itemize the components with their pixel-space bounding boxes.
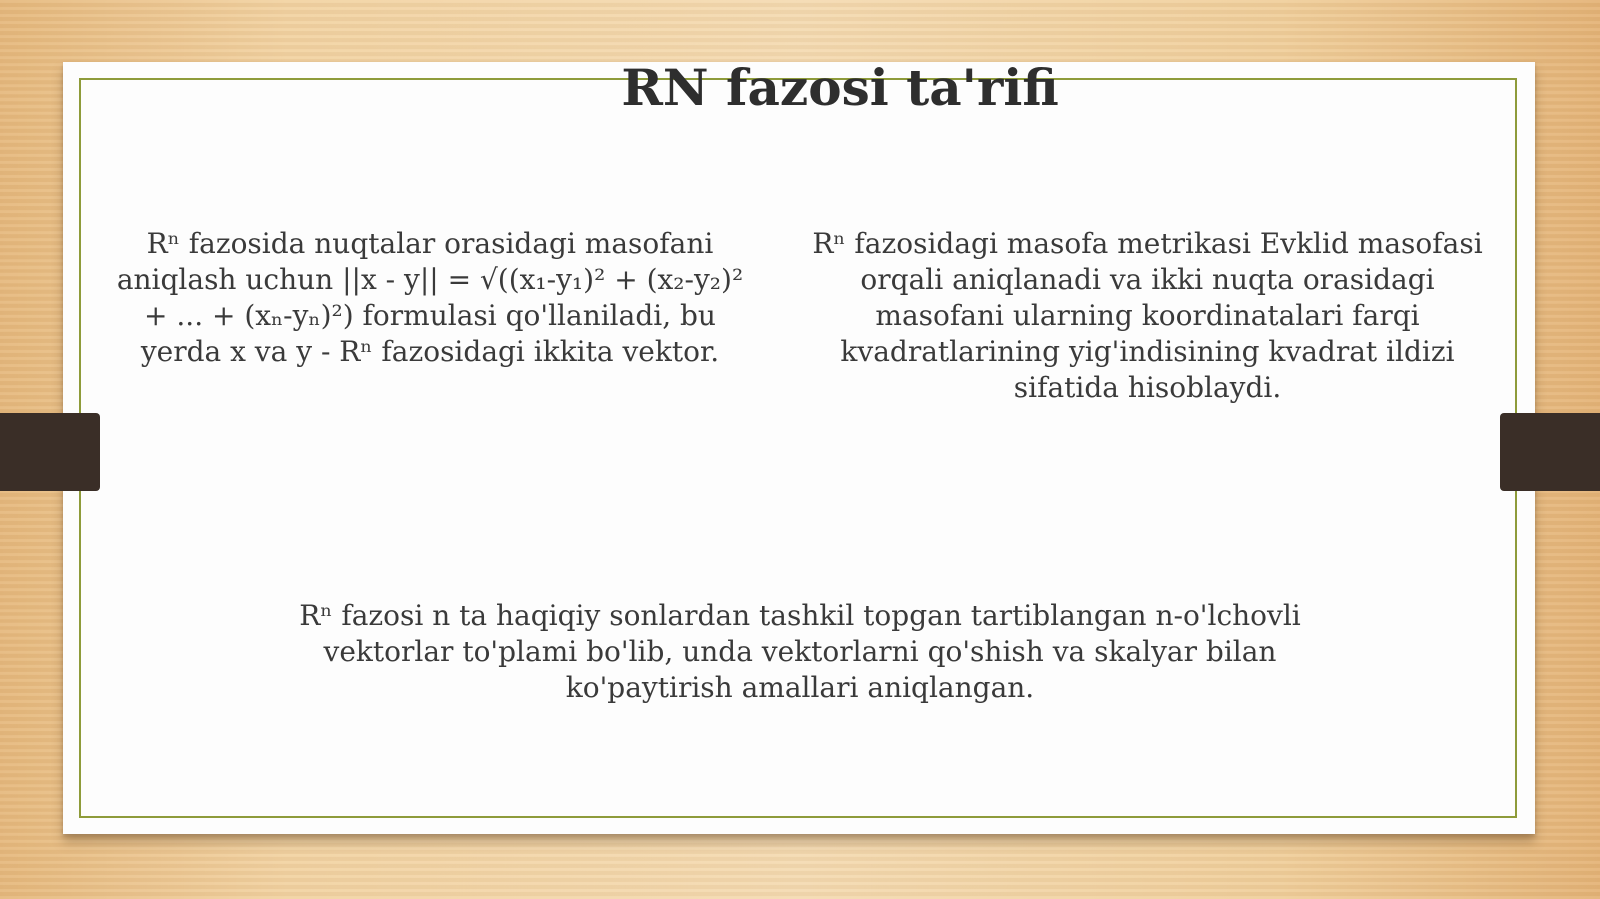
binder-tab-left [0,413,100,491]
binder-tab-right [1500,413,1600,491]
paragraph-rn-definition: Rⁿ fazosi n ta haqiqiy sonlardan tashkil topgan tartiblangan n-o'lchovli vektorlar to'plami bo'lib, unda vektorlarni qo'shish va skalyar bilan ko'paytirish amallari aniqlangan. [299,599,1301,704]
paragraph-euclidean-metric: Rⁿ fazosidagi masofa metrikasi Evklid masofasi orqali aniqlanadi va ikki nuqta orasidagi masofani ularning koordinatalari farqi kvadratlarining yig'indisining kvadrat ildizi sifatida hisoblaydi. [812,227,1483,404]
paragraph-distance-formula: Rⁿ fazosida nuqtalar orasidagi masofani aniqlash uchun ||x - y|| = √((x₁-y₁)² + (x₂-y₂)² + ... + (xₙ-yₙ)²) formulasi qo'llaniladi, bu yerda x va y - Rⁿ fazosidagi ikkita vektor. [116,227,744,368]
slide-inner-border [79,78,1517,818]
slide-title: RN fazosi ta'rifi [621,58,1059,117]
